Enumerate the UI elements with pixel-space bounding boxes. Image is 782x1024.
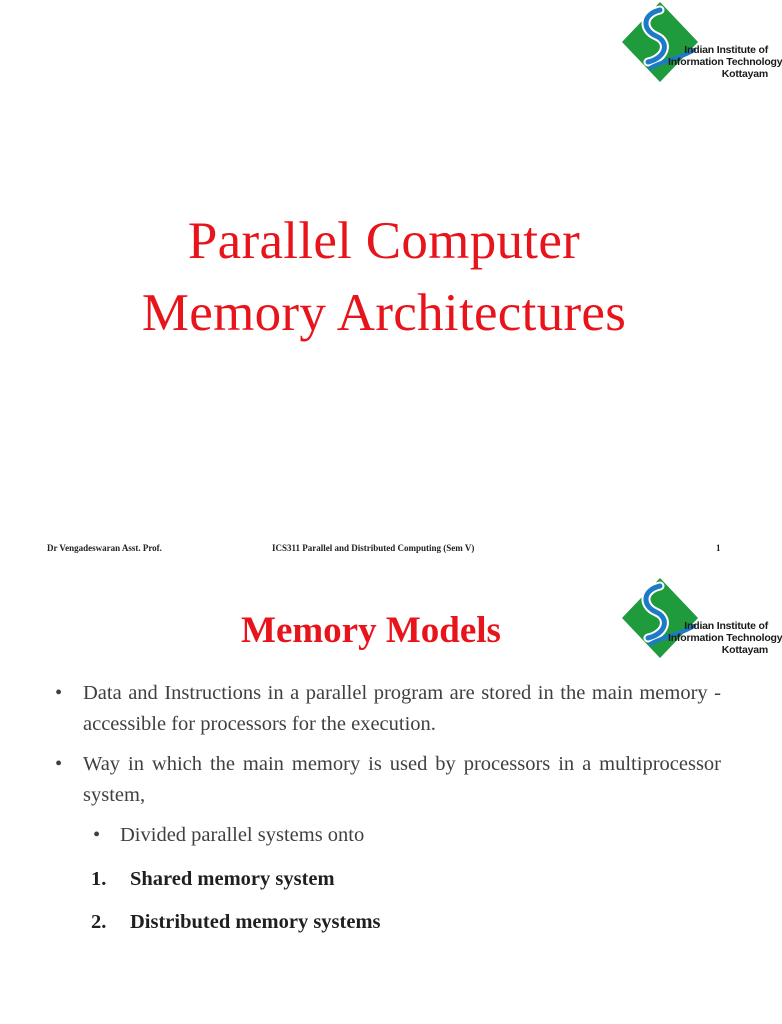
numbered-item-1-text: Shared memory system bbox=[130, 868, 335, 890]
footer-page-number: 1 bbox=[716, 543, 721, 553]
sub-bullet-text: Divided parallel systems onto bbox=[120, 824, 365, 846]
footer-course: ICS311 Parallel and Distributed Computing (Sem V) bbox=[272, 543, 475, 553]
bullet-dot-icon: • bbox=[55, 682, 63, 704]
iiit-kottayam-logo bbox=[620, 0, 782, 84]
slide-footer bbox=[0, 543, 768, 557]
bullet-dot-icon: • bbox=[93, 824, 101, 846]
logo-line-3: Kottayam bbox=[721, 644, 768, 656]
numbered-item-1-number: 1. bbox=[91, 868, 107, 890]
bullet-dot-icon: • bbox=[55, 753, 63, 775]
slide-1-title-line-2: Memory Architectures bbox=[141, 284, 627, 342]
slide-1-title-line-1: Parallel Computer bbox=[187, 212, 581, 270]
slide-2-bullet-list bbox=[55, 678, 721, 950]
logo-line-2: Information Technology bbox=[668, 56, 782, 68]
bullet-item-1 bbox=[55, 678, 721, 740]
numbered-item-1 bbox=[55, 864, 721, 895]
numbered-item-2-text: Distributed memory systems bbox=[130, 911, 381, 933]
sub-bullet-item bbox=[55, 820, 721, 851]
logo-text bbox=[668, 44, 782, 80]
slide-2-title: Memory Models bbox=[241, 610, 501, 651]
bullet-item-2 bbox=[55, 749, 721, 811]
logo-line-3: Kottayam bbox=[721, 68, 768, 80]
numbered-item-2 bbox=[55, 907, 721, 938]
logo-line-2: Information Technology bbox=[668, 632, 782, 644]
logo-line-1: Indian Institute of bbox=[684, 620, 768, 632]
footer-author: Dr Vengadeswaran Asst. Prof. bbox=[47, 543, 162, 553]
bullet-text-1: Data and Instructions in a parallel program are stored in the main memory - accessible for processors for the execution. bbox=[83, 682, 721, 735]
bullet-text-2: Way in which the main memory is used by processors in a multiprocessor system, bbox=[83, 753, 721, 806]
slide-1-title bbox=[0, 205, 768, 349]
slide-2 bbox=[0, 576, 782, 1024]
numbered-item-2-number: 2. bbox=[91, 911, 107, 933]
logo-line-1: Indian Institute of bbox=[684, 44, 768, 56]
